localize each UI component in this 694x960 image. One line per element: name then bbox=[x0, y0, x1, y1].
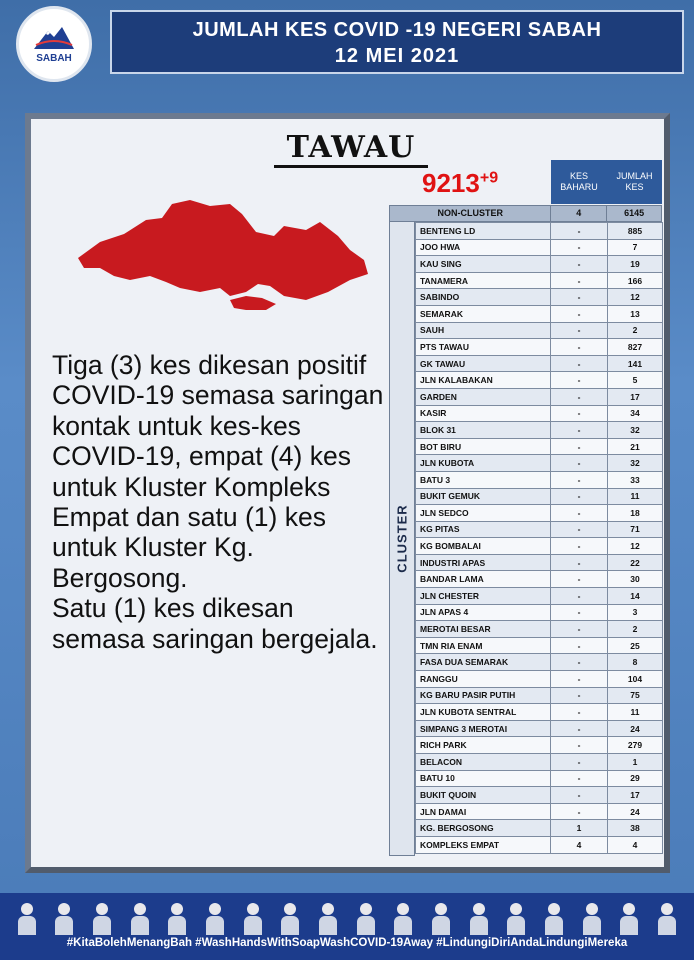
cluster-name: KG PITAS bbox=[416, 521, 551, 538]
district-total bbox=[422, 168, 498, 199]
cluster-name: SABINDO bbox=[416, 289, 551, 306]
cluster-jumlah-kes: 33 bbox=[608, 471, 663, 488]
cluster-kes-baharu: - bbox=[551, 289, 608, 306]
cluster-table bbox=[415, 222, 663, 854]
cluster-name: BOT BIRU bbox=[416, 438, 551, 455]
table-row bbox=[416, 571, 663, 588]
cluster-kes-baharu: - bbox=[551, 438, 608, 455]
case-description bbox=[52, 350, 392, 654]
cluster-name: JLN CHESTER bbox=[416, 588, 551, 605]
cluster-jumlah-kes: 279 bbox=[608, 737, 663, 754]
cluster-name: KASIR bbox=[416, 405, 551, 422]
cluster-jumlah-kes: 30 bbox=[608, 571, 663, 588]
table-row bbox=[416, 836, 663, 853]
cluster-kes-baharu: - bbox=[551, 720, 608, 737]
new-cases-increase: +9 bbox=[479, 169, 499, 187]
table-row bbox=[416, 405, 663, 422]
cluster-name: FASA DUA SEMARAK bbox=[416, 654, 551, 671]
page-date: 12 MEI 2021 bbox=[334, 45, 460, 67]
table-row bbox=[416, 388, 663, 405]
table-row bbox=[416, 637, 663, 654]
cluster-name: SAUH bbox=[416, 322, 551, 339]
cluster-name: BENTENG LD bbox=[416, 223, 551, 240]
cluster-kes-baharu: - bbox=[551, 471, 608, 488]
person-icon bbox=[469, 901, 489, 935]
cluster-jumlah-kes: 141 bbox=[608, 355, 663, 372]
table-row bbox=[416, 488, 663, 505]
person-icon bbox=[205, 901, 225, 935]
cluster-name: KG BARU PASIR PUTIH bbox=[416, 687, 551, 704]
cluster-kes-baharu: - bbox=[551, 239, 608, 256]
cluster-kes-baharu: - bbox=[551, 505, 608, 522]
table-row bbox=[416, 272, 663, 289]
cluster-jumlah-kes: 17 bbox=[608, 388, 663, 405]
column-header-jumlah-kes: JUMLAH KES bbox=[607, 160, 662, 204]
table-row bbox=[416, 521, 663, 538]
cluster-kes-baharu: - bbox=[551, 571, 608, 588]
column-header-kes-baharu: KES BAHARU bbox=[551, 160, 607, 204]
person-icon bbox=[243, 901, 263, 935]
cluster-jumlah-kes: 13 bbox=[608, 305, 663, 322]
cluster-name: JOO HWA bbox=[416, 239, 551, 256]
cluster-label-text: CLUSTER bbox=[394, 504, 410, 573]
person-icon bbox=[431, 901, 451, 935]
table-row bbox=[416, 803, 663, 820]
cluster-kes-baharu: - bbox=[551, 422, 608, 439]
cluster-kes-baharu: - bbox=[551, 637, 608, 654]
cluster-jumlah-kes: 22 bbox=[608, 554, 663, 571]
cluster-jumlah-kes: 14 bbox=[608, 588, 663, 605]
title-banner bbox=[110, 10, 684, 74]
cluster-kes-baharu: - bbox=[551, 322, 608, 339]
table-row bbox=[416, 422, 663, 439]
cluster-kes-baharu: - bbox=[551, 405, 608, 422]
cluster-kes-baharu: - bbox=[551, 256, 608, 273]
table-row bbox=[416, 538, 663, 555]
cluster-kes-baharu: - bbox=[551, 704, 608, 721]
cluster-kes-baharu: - bbox=[551, 388, 608, 405]
district-name: TAWAU bbox=[274, 131, 428, 168]
cluster-name: BUKIT QUOIN bbox=[416, 787, 551, 804]
non-cluster-row bbox=[389, 205, 662, 222]
cluster-side-label bbox=[389, 222, 415, 856]
table-row bbox=[416, 621, 663, 638]
person-icon bbox=[318, 901, 338, 935]
cluster-name: TMN RIA ENAM bbox=[416, 637, 551, 654]
cluster-jumlah-kes: 19 bbox=[608, 256, 663, 273]
cluster-name: JLN DAMAI bbox=[416, 803, 551, 820]
non-cluster-kes: 4 bbox=[550, 206, 606, 221]
table-row bbox=[416, 455, 663, 472]
person-icon bbox=[619, 901, 639, 935]
cluster-name: BLOK 31 bbox=[416, 422, 551, 439]
table-row bbox=[416, 223, 663, 240]
cluster-name: JLN KALABAKAN bbox=[416, 372, 551, 389]
cluster-jumlah-kes: 32 bbox=[608, 455, 663, 472]
cluster-kes-baharu: - bbox=[551, 372, 608, 389]
mountain-logo-icon bbox=[32, 25, 76, 51]
cluster-kes-baharu: 1 bbox=[551, 820, 608, 837]
cluster-jumlah-kes: 5 bbox=[608, 372, 663, 389]
person-icon bbox=[92, 901, 112, 935]
cluster-kes-baharu: - bbox=[551, 803, 608, 820]
cluster-name: MEROTAI BESAR bbox=[416, 621, 551, 638]
cluster-jumlah-kes: 71 bbox=[608, 521, 663, 538]
person-icon bbox=[544, 901, 564, 935]
table-row bbox=[416, 588, 663, 605]
cluster-jumlah-kes: 75 bbox=[608, 687, 663, 704]
cluster-jumlah-kes: 2 bbox=[608, 621, 663, 638]
cluster-jumlah-kes: 12 bbox=[608, 289, 663, 306]
cluster-name: JLN SEDCO bbox=[416, 505, 551, 522]
cluster-kes-baharu: - bbox=[551, 339, 608, 356]
person-icon bbox=[167, 901, 187, 935]
non-cluster-jumlah: 6145 bbox=[606, 206, 661, 221]
table-row bbox=[416, 671, 663, 688]
person-icon bbox=[657, 901, 677, 935]
cluster-kes-baharu: - bbox=[551, 223, 608, 240]
cluster-kes-baharu: - bbox=[551, 272, 608, 289]
table-row bbox=[416, 471, 663, 488]
cluster-name: BELACON bbox=[416, 754, 551, 771]
table-row bbox=[416, 289, 663, 306]
logo-text: SABAH bbox=[36, 52, 72, 64]
cluster-jumlah-kes: 25 bbox=[608, 637, 663, 654]
table-row bbox=[416, 737, 663, 754]
cluster-kes-baharu: - bbox=[551, 355, 608, 372]
cluster-jumlah-kes: 17 bbox=[608, 787, 663, 804]
cluster-kes-baharu: - bbox=[551, 787, 608, 804]
cluster-jumlah-kes: 11 bbox=[608, 704, 663, 721]
cluster-name: BATU 10 bbox=[416, 770, 551, 787]
cluster-name: JLN KUBOTA bbox=[416, 455, 551, 472]
cluster-jumlah-kes: 7 bbox=[608, 239, 663, 256]
table-row bbox=[416, 239, 663, 256]
cluster-kes-baharu: - bbox=[551, 687, 608, 704]
cluster-jumlah-kes: 11 bbox=[608, 488, 663, 505]
table-row bbox=[416, 687, 663, 704]
cluster-kes-baharu: - bbox=[551, 305, 608, 322]
cluster-jumlah-kes: 38 bbox=[608, 820, 663, 837]
total-cases: 9213 bbox=[422, 168, 480, 198]
cluster-jumlah-kes: 18 bbox=[608, 505, 663, 522]
table-row bbox=[416, 322, 663, 339]
cluster-kes-baharu: - bbox=[551, 671, 608, 688]
cluster-kes-baharu: - bbox=[551, 621, 608, 638]
cluster-jumlah-kes: 885 bbox=[608, 223, 663, 240]
table-row bbox=[416, 654, 663, 671]
cluster-jumlah-kes: 3 bbox=[608, 604, 663, 621]
cluster-name: KOMPLEKS EMPAT bbox=[416, 836, 551, 853]
cluster-jumlah-kes: 1 bbox=[608, 754, 663, 771]
table-row bbox=[416, 372, 663, 389]
table-row bbox=[416, 720, 663, 737]
person-icon bbox=[356, 901, 376, 935]
sabah-logo bbox=[16, 6, 92, 82]
non-cluster-label: NON-CLUSTER bbox=[437, 208, 503, 218]
cluster-jumlah-kes: 12 bbox=[608, 538, 663, 555]
cluster-name: GK TAWAU bbox=[416, 355, 551, 372]
cluster-jumlah-kes: 24 bbox=[608, 803, 663, 820]
cluster-jumlah-kes: 4 bbox=[608, 836, 663, 853]
cluster-name: PTS TAWAU bbox=[416, 339, 551, 356]
cluster-name: KG. BERGOSONG bbox=[416, 820, 551, 837]
cluster-name: BUKIT GEMUK bbox=[416, 488, 551, 505]
person-icon bbox=[582, 901, 602, 935]
person-icon bbox=[130, 901, 150, 935]
cluster-jumlah-kes: 2 bbox=[608, 322, 663, 339]
person-icon bbox=[54, 901, 74, 935]
cluster-name: RICH PARK bbox=[416, 737, 551, 754]
table-row bbox=[416, 554, 663, 571]
cluster-name: BATU 3 bbox=[416, 471, 551, 488]
cluster-jumlah-kes: 29 bbox=[608, 770, 663, 787]
cluster-name: RANGGU bbox=[416, 671, 551, 688]
cluster-name: JLN KUBOTA SENTRAL bbox=[416, 704, 551, 721]
cluster-kes-baharu: - bbox=[551, 521, 608, 538]
cluster-kes-baharu: - bbox=[551, 770, 608, 787]
cluster-jumlah-kes: 24 bbox=[608, 720, 663, 737]
cluster-kes-baharu: - bbox=[551, 604, 608, 621]
cluster-name: BANDAR LAMA bbox=[416, 571, 551, 588]
cluster-name: KG BOMBALAI bbox=[416, 538, 551, 555]
cluster-name: SIMPANG 3 MEROTAI bbox=[416, 720, 551, 737]
table-row bbox=[416, 339, 663, 356]
cluster-kes-baharu: - bbox=[551, 754, 608, 771]
cluster-jumlah-kes: 166 bbox=[608, 272, 663, 289]
cluster-name: JLN APAS 4 bbox=[416, 604, 551, 621]
cluster-name: INDUSTRI APAS bbox=[416, 554, 551, 571]
table-row bbox=[416, 438, 663, 455]
cluster-jumlah-kes: 827 bbox=[608, 339, 663, 356]
cluster-name: GARDEN bbox=[416, 388, 551, 405]
cluster-name: TANAMERA bbox=[416, 272, 551, 289]
description-paragraph-1: Tiga (3) kes dikesan positif COVID-19 semasa saringan kontak untuk kes-kes COVID-19, empat (4) kes untuk Kluster Kompleks Empat dan satu (1) kes untuk Kluster Kg. Bergosong. bbox=[52, 350, 384, 593]
cluster-name: KAU SING bbox=[416, 256, 551, 273]
cluster-jumlah-kes: 8 bbox=[608, 654, 663, 671]
table-row bbox=[416, 754, 663, 771]
cluster-jumlah-kes: 32 bbox=[608, 422, 663, 439]
table-row bbox=[416, 770, 663, 787]
page-title: JUMLAH KES COVID -19 NEGERI SABAH bbox=[192, 19, 602, 41]
table-row bbox=[416, 604, 663, 621]
footer-hashtags: #KitaBolehMenangBah #WashHandsWithSoapWashCOVID-19Away #LindungiDiriAndaLindungiMereka bbox=[66, 937, 628, 949]
cluster-kes-baharu: - bbox=[551, 554, 608, 571]
table-row bbox=[416, 355, 663, 372]
tawau-map-icon bbox=[70, 196, 370, 316]
cluster-jumlah-kes: 21 bbox=[608, 438, 663, 455]
cluster-kes-baharu: 4 bbox=[551, 836, 608, 853]
cluster-name: SEMARAK bbox=[416, 305, 551, 322]
description-paragraph-2: Satu (1) kes dikesan semasa saringan bergejala. bbox=[52, 593, 378, 654]
table-row bbox=[416, 704, 663, 721]
person-icon bbox=[393, 901, 413, 935]
cluster-jumlah-kes: 34 bbox=[608, 405, 663, 422]
cluster-kes-baharu: - bbox=[551, 455, 608, 472]
table-row bbox=[416, 820, 663, 837]
person-icon bbox=[280, 901, 300, 935]
footer-banner bbox=[0, 893, 694, 960]
frontliner-figures bbox=[8, 899, 686, 935]
person-icon bbox=[506, 901, 526, 935]
person-icon bbox=[17, 901, 37, 935]
cluster-jumlah-kes: 104 bbox=[608, 671, 663, 688]
cluster-kes-baharu: - bbox=[551, 588, 608, 605]
table-row bbox=[416, 787, 663, 804]
cluster-kes-baharu: - bbox=[551, 737, 608, 754]
cluster-kes-baharu: - bbox=[551, 654, 608, 671]
table-row bbox=[416, 505, 663, 522]
table-row bbox=[416, 256, 663, 273]
table-row bbox=[416, 305, 663, 322]
cluster-kes-baharu: - bbox=[551, 488, 608, 505]
cluster-kes-baharu: - bbox=[551, 538, 608, 555]
